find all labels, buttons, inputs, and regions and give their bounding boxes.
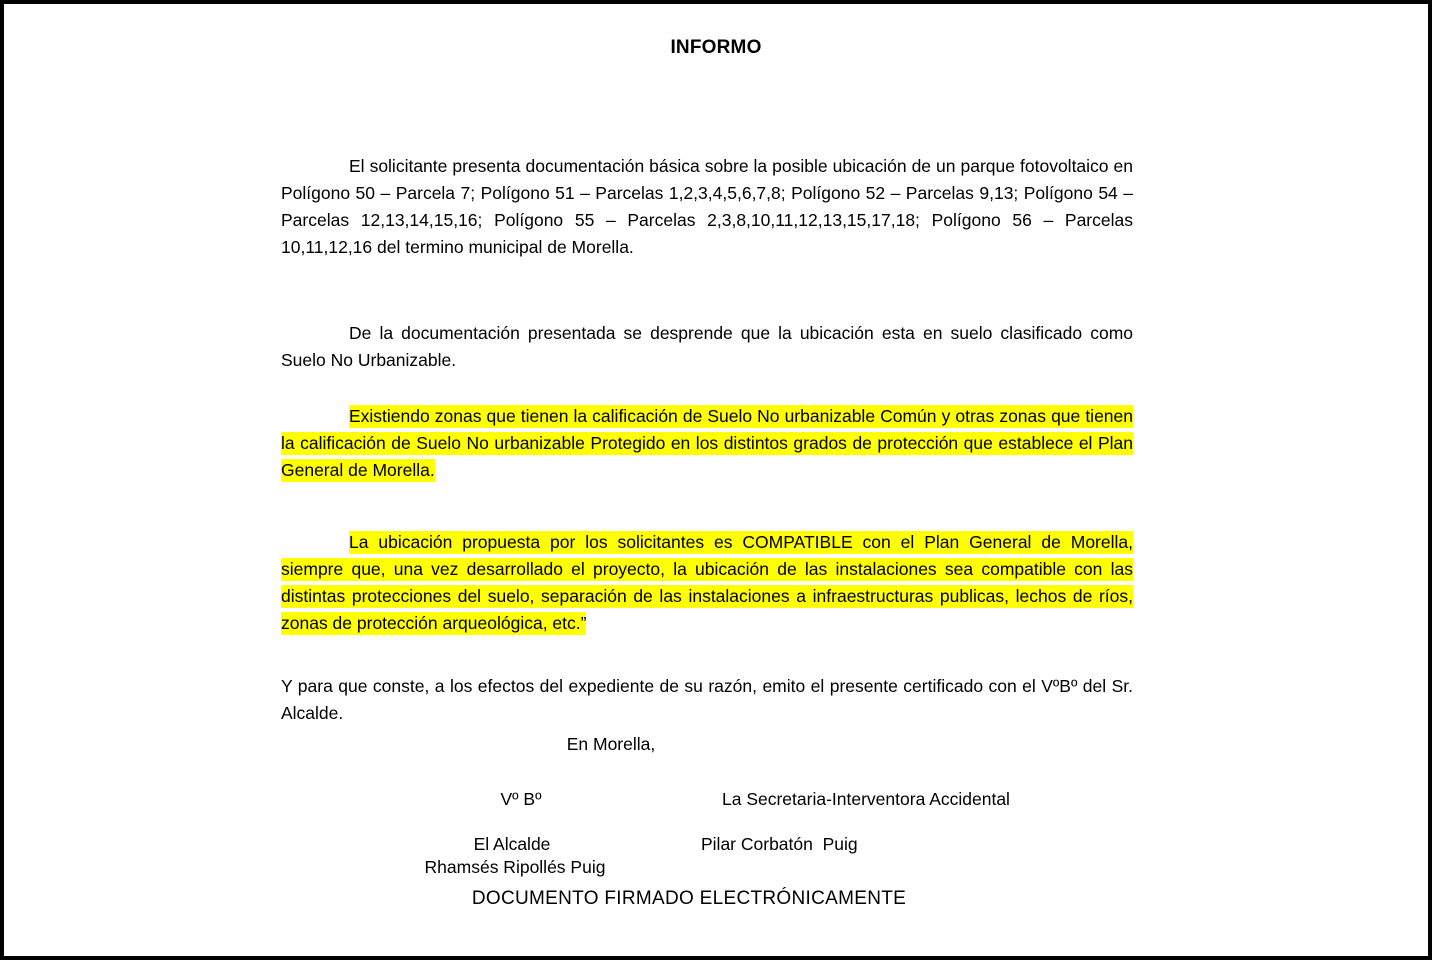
footer-electronic-signature-line: DOCUMENTO FIRMADO ELECTRÓNICAMENTE — [471, 888, 907, 909]
document-title: INFORMO — [670, 37, 762, 58]
signature-role-secretaria: La Secretaria-Interventora Accidental — [722, 789, 1010, 809]
signature-name-alcalde: Rhamsés Ripollés Puig — [424, 857, 606, 877]
highlight-mark: La ubicación propuesta por los solicitantes es COMPATIBLE con el Plan General de Morella, siempre que, una vez desarrollado el proyecto, la ubicación de las instalaciones sea compatible con las distintas protecciones del suelo, separación de las instalaciones a infraestructuras publicas, lechos de ríos, zonas de protección arqueológica, etc.” — [281, 532, 1133, 633]
highlight-mark: Existiendo zonas que tienen la calificación de Suelo No urbanizable Común y otras zonas que tienen la calificación de Suelo No urbanizable Protegido en los distintos grados de protección que establece el Plan General de Morella. — [281, 406, 1133, 480]
place-line: En Morella, — [566, 734, 656, 754]
highlight-paragraph-compatible — [281, 529, 1133, 637]
signature-name-secretaria: Pilar Corbatón Puig — [701, 834, 858, 854]
highlight-paragraph-existiendo — [281, 403, 1133, 484]
paragraph-conste: Y para que conste, a los efectos del expediente de su razón, emito el presente certificado con el VºBº del Sr. Alcalde. — [281, 676, 1133, 723]
signature-role-alcalde: El Alcalde — [473, 834, 551, 854]
signature-vobo: Vº Bº — [500, 789, 542, 809]
paragraph-documentacion: De la documentación presentada se desprende que la ubicación esta en suelo clasificado como Suelo No Urbanizable. — [281, 323, 1133, 370]
paragraph-solicitante: El solicitante presenta documentación básica sobre la posible ubicación de un parque fotovoltaico en Polígono 50 – Parcela 7; Polígono 51 – Parcelas 1,2,3,4,5,6,7,8; Polígono 52 – Parcelas 9,13; Polígono 54 – Parcelas 12,13,14,15,16; Polígono 55 – Parcelas 2,3,8,10,11,12,13,15,17,18; Polígono 56 – Parcelas 10,11,12,16 del termino municipal de Morella. — [281, 156, 1133, 257]
